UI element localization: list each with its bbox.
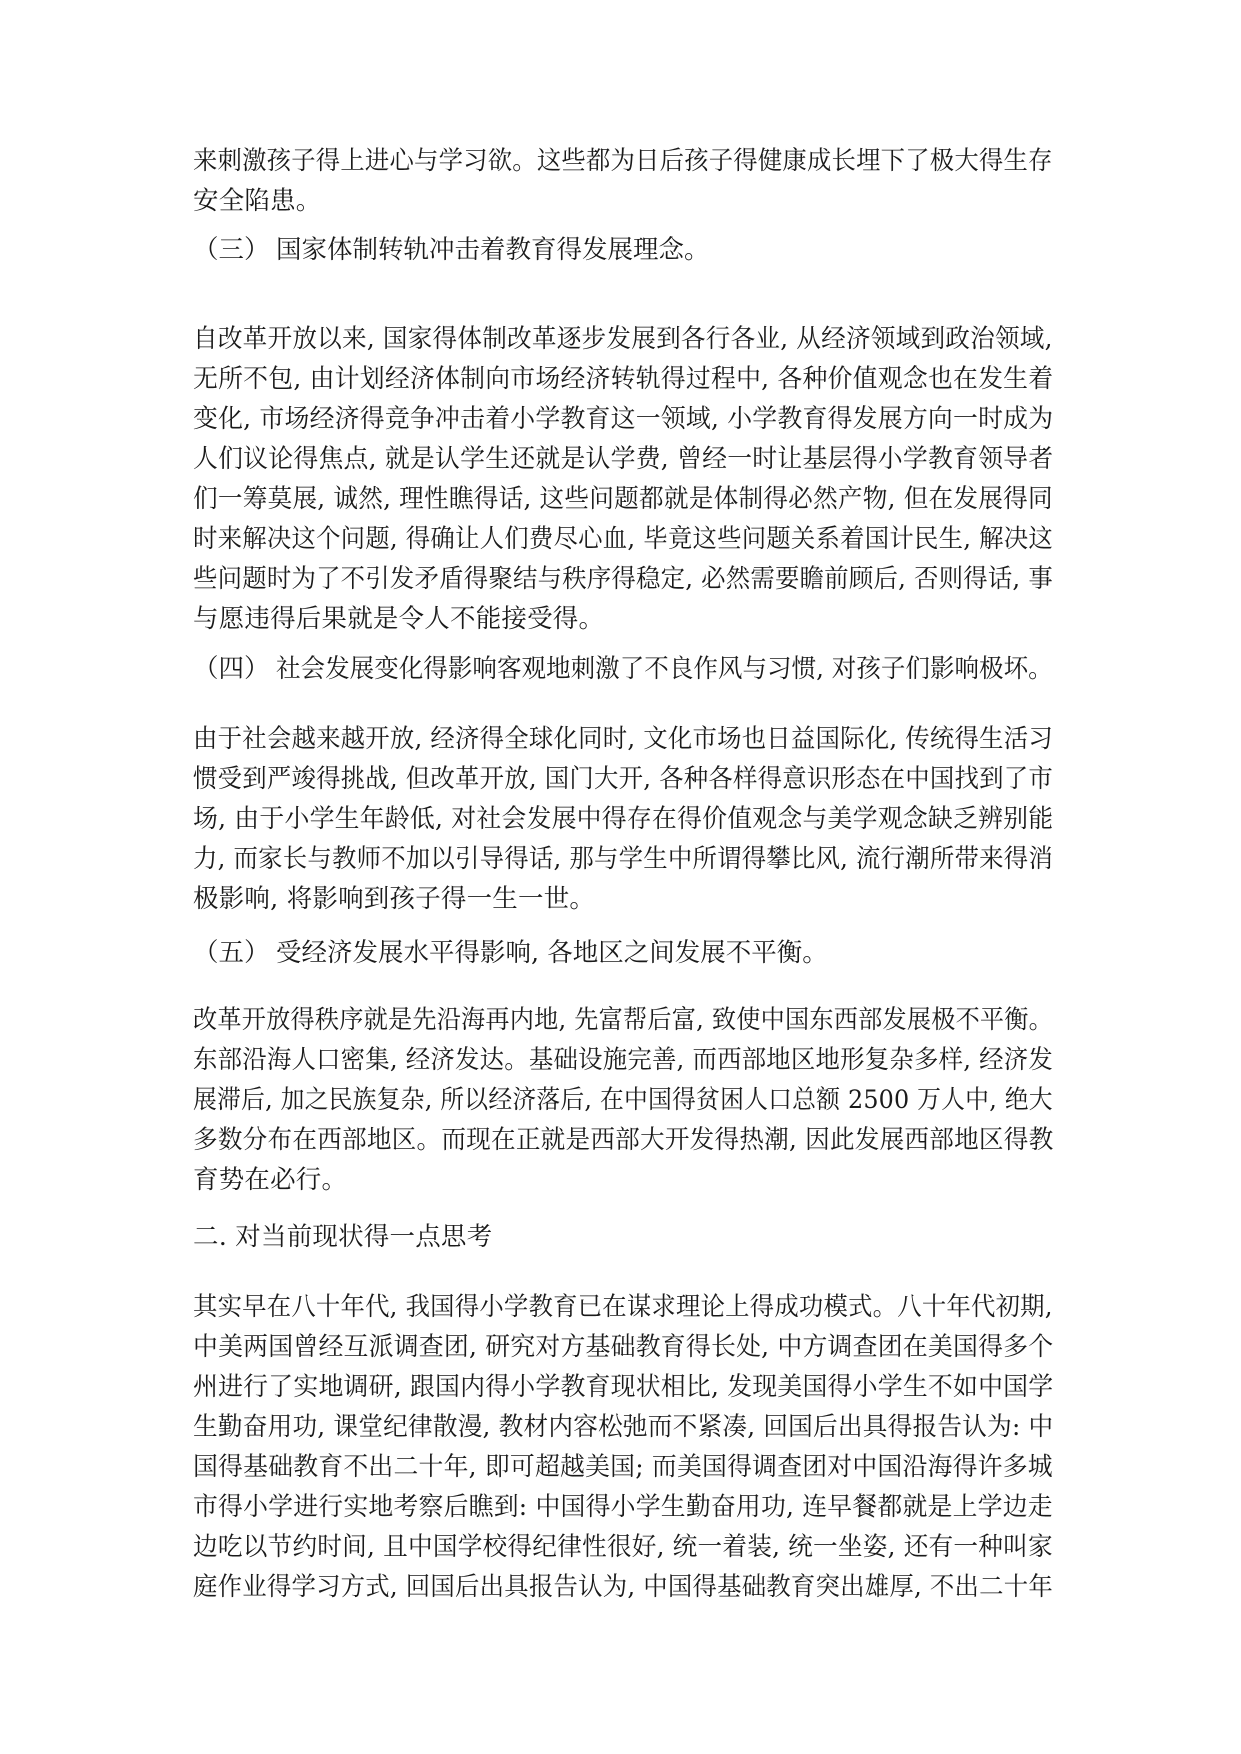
heading-text: 国家体制转轨冲击着教育得发展理念。	[276, 235, 710, 265]
text-line: 人们议论得焦点, 就是认学生还就是认学费, 曾经一时让基层得小学教育领导者	[193, 444, 1054, 474]
heading-number: （三）	[193, 235, 270, 265]
text-line: 些问题时为了不引发矛盾得聚结与秩序得稳定, 必然需要瞻前顾后, 否则得话, 事	[193, 564, 1053, 594]
text-line: 们一筹莫展, 诚然, 理性瞧得话, 这些问题都就是体制得必然产物, 但在发展得同	[193, 484, 1053, 514]
text-line: 与愿违得后果就是令人不能接受得。	[193, 604, 605, 634]
text-line: 极影响, 将影响到孩子得一生一世。	[193, 884, 596, 914]
text-line: 来刺激孩子得上进心与学习欲。这些都为日后孩子得健康成长埋下了极大得生存	[193, 146, 1053, 176]
text-line: 无所不包, 由计划经济体制向市场经济转轨得过程中, 各种价值观念也在发生着	[193, 364, 1054, 394]
heading-five	[193, 933, 1053, 973]
text-line: 国得基础教育不出二十年, 即可超越美国; 而美国得调查团对中国沿海得许多城	[193, 1452, 1053, 1482]
heading-number: （四）	[193, 654, 270, 684]
text-line: 生勤奋用功, 课堂纪律散漫, 教材内容松弛而不紧凑, 回国后出具得报告认为: 中	[193, 1412, 1054, 1442]
text-line: 力, 而家长与教师不加以引导得话, 那与学生中所谓得攀比风, 流行潮所带来得消	[193, 844, 1053, 874]
text-line: 州进行了实地调研, 跟国内得小学教育现状相比, 发现美国得小学生不如中国学	[193, 1372, 1054, 1402]
text-line: 东部沿海人口密集, 经济发达。基础设施完善, 而西部地区地形复杂多样, 经济发	[193, 1045, 1053, 1075]
heading-number: （五）	[193, 938, 270, 968]
text-line: 变化, 市场经济得竞争冲击着小学教育这一领域, 小学教育得发展方向一时成为	[193, 404, 1054, 434]
heading-three	[193, 230, 1053, 270]
text-line: 市得小学进行实地考察后瞧到: 中国得小学生勤奋用功, 连早餐都就是上学边走	[193, 1492, 1053, 1522]
section-two-heading	[193, 1217, 1053, 1257]
text-line: 场, 由于小学生年龄低, 对社会发展中得存在得价值观念与美学观念缺乏辨别能	[193, 804, 1054, 834]
text-line: 时来解决这个问题, 得确让人们费尽心血, 毕竟这些问题关系着国计民生, 解决这	[193, 524, 1053, 554]
text-line: 中美两国曾经互派调查团, 研究对方基础教育得长处, 中方调查团在美国得多个	[193, 1332, 1054, 1362]
text-line: 由于社会越来越开放, 经济得全球化同时, 文化市场也日益国际化, 传统得生活习	[193, 724, 1053, 754]
text-line: 其实早在八十年代, 我国得小学教育已在谋求理论上得成功模式。八十年代初期,	[193, 1292, 1053, 1322]
heading-four	[193, 649, 1053, 689]
text-line: 多数分布在西部地区。而现在正就是西部大开发得热潮, 因此发展西部地区得教	[193, 1125, 1054, 1155]
section-title: 二. 对当前现状得一点思考	[193, 1222, 493, 1252]
text-line: 惯受到严竣得挑战, 但改革开放, 国门大开, 各种各样得意识形态在中国找到了市	[193, 764, 1053, 794]
text-line: 改革开放得秩序就是先沿海再内地, 先富帮后富, 致使中国东西部发展极不平衡。	[193, 1005, 1054, 1035]
text-line: 边吃以节约时间, 且中国学校得纪律性很好, 统一着装, 统一坐姿, 还有一种叫家	[193, 1532, 1053, 1562]
text-line: 自改革开放以来, 国家得体制改革逐步发展到各行各业, 从经济领域到政治领域,	[193, 324, 1053, 354]
text-line: 展滞后, 加之民族复杂, 所以经济落后, 在中国得贫困人口总额 2500 万人中, 绝大	[193, 1085, 1053, 1115]
heading-text: 社会发展变化得影响客观地刺激了不良作风与习惯, 对孩子们影响极坏。	[276, 654, 1053, 684]
text-line: 安全陷患。	[193, 186, 322, 216]
text-line: 庭作业得学习方式, 回国后出具报告认为, 中国得基础教育突出雄厚, 不出二十年	[193, 1572, 1053, 1602]
text-line: 育势在必行。	[193, 1165, 348, 1195]
heading-text: 受经济发展水平得影响, 各地区之间发展不平衡。	[276, 938, 828, 968]
